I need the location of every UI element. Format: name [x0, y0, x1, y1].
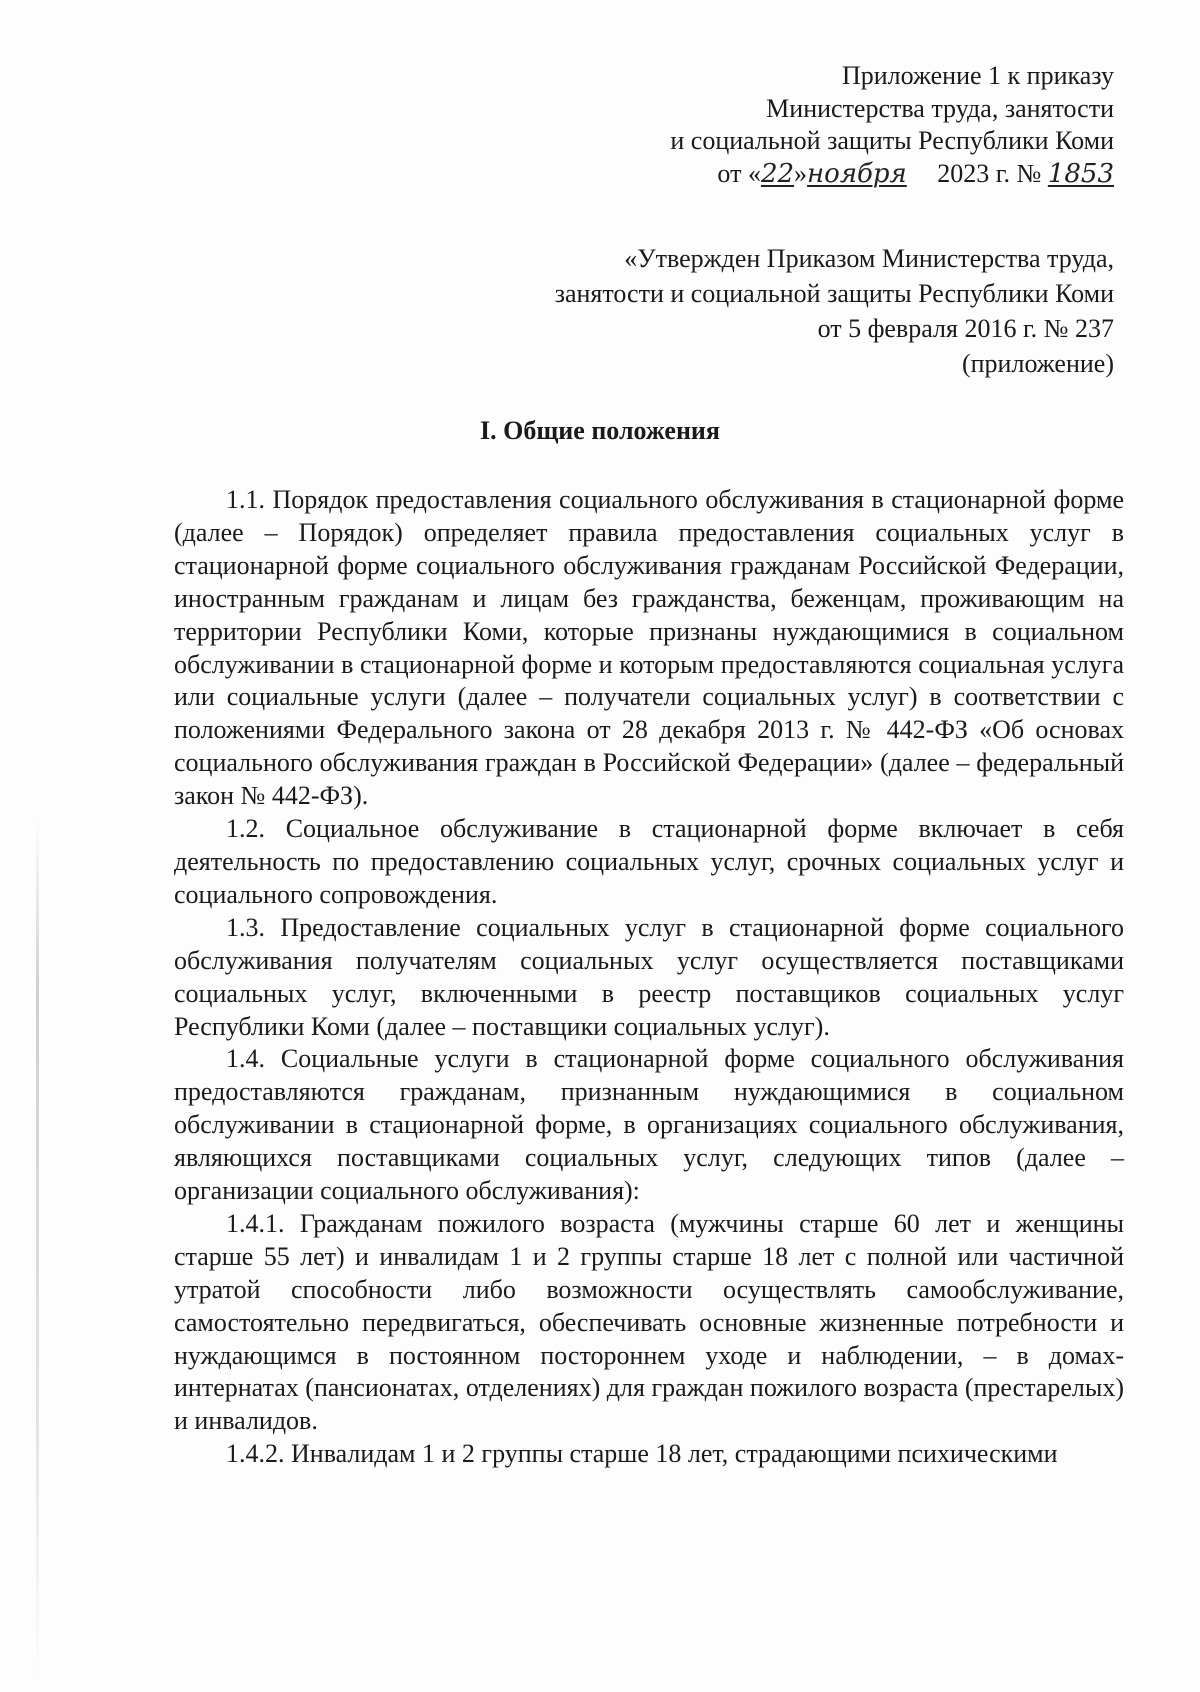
header-line-2: Министерства труда, занятости	[766, 93, 1114, 123]
date-prefix: от «	[717, 158, 761, 188]
handwritten-number: 1853	[1047, 158, 1114, 189]
paragraph-1-4-1: 1.4.1. Гражданам пожилого возраста (мужчины старше 60 лет и женщины старше 55 лет) и инвалидам 1 и 2 группы старше 18 лет с полной или частичной утратой способности либо возможности осуществлять самообслуживание, самостоятельно передвигаться, обеспечивать основные жизненные потребности и нуждающимся в постоянном постороннем уходе и наблюдении, – в домах-интернатах (пансионатах, отделениях) для граждан пожилого возраста (престарелых) и инвалидов.	[174, 1208, 1124, 1436]
handwritten-day: 22	[760, 158, 795, 189]
approval-line-4: (приложение)	[961, 349, 1114, 378]
handwritten-month: ноября	[807, 158, 907, 189]
section-title: I. Общие положения	[480, 416, 720, 445]
header-line-3: и социальной защиты Республики Коми	[670, 126, 1114, 155]
approval-line-2: занятости и социальной защиты Республики Коми	[554, 279, 1114, 308]
paragraph-1-3: 1.3. Предоставление социальных услуг в стационарной форме социального обслуживания получателям социальных услуг осуществляется поставщиками социальных услуг, включенными в реестр поставщиков социальных услуг Республики Коми (далее – поставщики социальных услуг).	[174, 912, 1124, 1041]
date-mid: »	[794, 158, 808, 188]
order-header	[670, 60, 1114, 190]
paragraph-1-4-2: 1.4.2. Инвалидам 1 и 2 группы старше 18 лет, страдающими психическими	[226, 1439, 1058, 1469]
approval-line-3: от 5 февраля 2016 г. № 237	[817, 314, 1114, 343]
date-suffix: 2023 г. №	[930, 158, 1042, 188]
header-line-1: Приложение 1 к приказу	[841, 61, 1114, 90]
scan-edge-shadow	[36, 820, 39, 1680]
paragraph-1-1: 1.1. Порядок предоставления социального обслуживания в стационарной форме (далее – Порядок) определяет правила предоставления социальных услуг в стационарной форме социального обслуживания гражданам Российской Федерации, иностранным гражданам и лицам без гражданства, беженцам, проживающим на территории Республики Коми, которые признаны нуждающимися в социальном обслуживании в стационарной форме и которым предоставляются социальная услуга или социальные услуги (далее – получатели социальных услуг) в соответствии с положениями Федерального закона от 28 декабря 2013 г. № 442-ФЗ «Об основах социального обслуживания граждан в Российской Федерации» (далее – федеральный закон № 442-ФЗ).	[174, 485, 1124, 811]
approval-line-1: «Утвержден Приказом Министерства труда,	[624, 244, 1114, 273]
document-body	[174, 484, 1124, 1471]
header-date-line	[670, 158, 1114, 191]
paragraph-1-4: 1.4. Социальные услуги в стационарной форме социального обслуживания предоставляются гражданам, признанным нуждающимися в социальном обслуживании в стационарной форме, в организациях социального обслуживания, являющихся поставщиками социальных услуг, следующих типов (далее – организации социального обслуживания):	[174, 1044, 1124, 1206]
approval-block	[555, 241, 1114, 381]
paragraph-1-2: 1.2. Социальное обслуживание в стационарной форме включает в себя деятельность по предоставлению социальных услуг, срочных социальных услуг и социального сопровождения.	[174, 814, 1124, 909]
